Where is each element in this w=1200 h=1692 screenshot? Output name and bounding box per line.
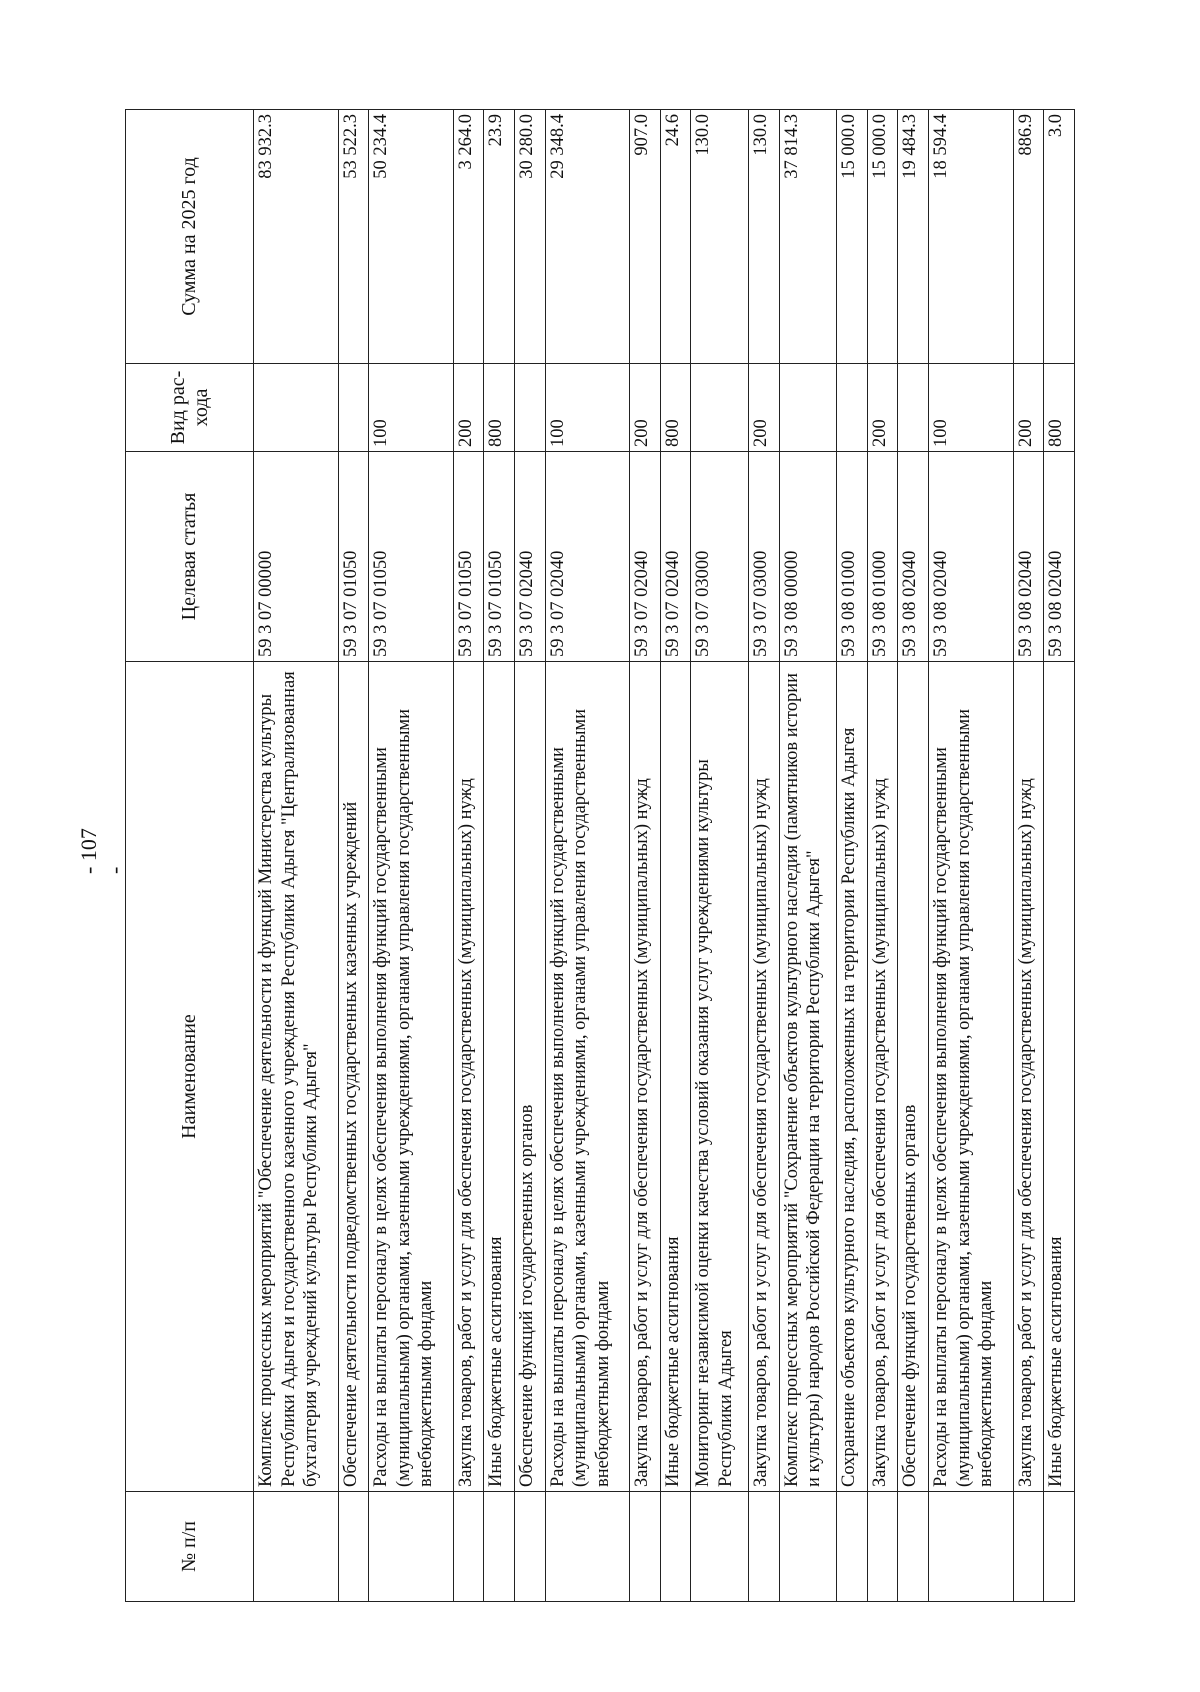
cell-name: Обеспечение функций государственных органов <box>515 662 546 1492</box>
cell-index <box>254 1492 339 1602</box>
cell-kind: 100 <box>929 364 1014 452</box>
cell-name: Расходы на выплаты персоналу в целях обеспечения выполнения функций государственными (муниципальными) органами, казенными учреждениями, органами управления государственными внебюджетными фондами <box>929 662 1014 1492</box>
cell-name: Комплекс процессных мероприятий "Сохранение объектов культурного наследия (памятников истории и культуры) народов Российской Федерации на территории Республики Адыгея" <box>779 662 837 1492</box>
cell-kind <box>837 364 868 452</box>
cell-sum: 3 264.0 <box>453 110 484 364</box>
cell-kind: 100 <box>369 364 454 452</box>
cell-kind <box>691 364 749 452</box>
cell-code: 59 3 07 02040 <box>515 452 546 662</box>
cell-index <box>453 1492 484 1602</box>
cell-index <box>749 1492 780 1602</box>
cell-index <box>1013 1492 1044 1602</box>
cell-code: 59 3 08 02040 <box>1013 452 1044 662</box>
cell-code: 59 3 08 02040 <box>1044 452 1075 662</box>
cell-kind: 800 <box>484 364 515 452</box>
cell-kind <box>254 364 339 452</box>
cell-kind <box>515 364 546 452</box>
cell-sum: 886.9 <box>1013 110 1044 364</box>
cell-kind: 200 <box>749 364 780 452</box>
cell-kind <box>779 364 837 452</box>
cell-sum: 15 000.0 <box>837 110 868 364</box>
cell-kind: 200 <box>1013 364 1044 452</box>
cell-code: 59 3 08 02040 <box>898 452 929 662</box>
cell-index <box>779 1492 837 1602</box>
cell-name: Обеспечение функций государственных органов <box>898 662 929 1492</box>
cell-sum: 130.0 <box>749 110 780 364</box>
cell-kind: 200 <box>630 364 661 452</box>
cell-index <box>515 1492 546 1602</box>
table-row <box>1044 110 1075 1602</box>
table-row <box>749 110 780 1602</box>
cell-sum: 18 594.4 <box>929 110 1014 364</box>
cell-code: 59 3 07 03000 <box>749 452 780 662</box>
table-row <box>779 110 837 1602</box>
cell-code: 59 3 08 00000 <box>779 452 837 662</box>
cell-index <box>545 1492 630 1602</box>
cell-index <box>691 1492 749 1602</box>
table-row <box>545 110 630 1602</box>
cell-kind: 800 <box>660 364 691 452</box>
cell-index <box>338 1492 369 1602</box>
cell-index <box>630 1492 661 1602</box>
cell-sum: 907.0 <box>630 110 661 364</box>
cell-kind: 100 <box>545 364 630 452</box>
cell-code: 59 3 07 02040 <box>630 452 661 662</box>
table-header-row <box>126 110 254 1602</box>
cell-name: Комплекс процессных мероприятий "Обеспечение деятельности и функций Министерства культуры Республики Адыгея и государственного казенного учреждения Республики Адыгея "Централизованная бухгалтерия учреждений культуры Республики Адыгея" <box>254 662 339 1492</box>
cell-code: 59 3 08 01000 <box>837 452 868 662</box>
table-row <box>837 110 868 1602</box>
table-row <box>515 110 546 1602</box>
cell-code: 59 3 07 01050 <box>369 452 454 662</box>
table-row <box>898 110 929 1602</box>
cell-name: Иные бюджетные ассигнования <box>660 662 691 1492</box>
cell-name: Обеспечение деятельности подведомственных государственных казенных учреждений <box>338 662 369 1492</box>
cell-name: Закупка товаров, работ и услуг для обеспечения государственных (муниципальных) нужд <box>630 662 661 1492</box>
cell-sum: 23.9 <box>484 110 515 364</box>
budget-table <box>125 109 1075 1602</box>
cell-name: Закупка товаров, работ и услуг для обеспечения государственных (муниципальных) нужд <box>453 662 484 1492</box>
cell-sum: 53 522.3 <box>338 110 369 364</box>
table-row <box>453 110 484 1602</box>
cell-name: Расходы на выплаты персоналу в целях обеспечения выполнения функций государственными (муниципальными) органами, казенными учреждениями, органами управления государственными внебюджетными фондами <box>545 662 630 1492</box>
cell-kind: 800 <box>1044 364 1075 452</box>
cell-name: Сохранение объектов культурного наследия, расположенных на территории Республики Адыгея <box>837 662 868 1492</box>
cell-name: Иные бюджетные ассигнования <box>484 662 515 1492</box>
table-row <box>484 110 515 1602</box>
cell-kind: 200 <box>867 364 898 452</box>
cell-index <box>867 1492 898 1602</box>
table-row <box>254 110 339 1602</box>
cell-code: 59 3 07 01050 <box>484 452 515 662</box>
header-kind: Вид рас-хода <box>126 364 254 452</box>
header-sum: Сумма на 2025 год <box>126 110 254 364</box>
cell-code: 59 3 07 00000 <box>254 452 339 662</box>
cell-name: Закупка товаров, работ и услуг для обеспечения государственных (муниципальных) нужд <box>867 662 898 1492</box>
table-row <box>691 110 749 1602</box>
cell-code: 59 3 07 01050 <box>453 452 484 662</box>
header-name: Наименование <box>126 662 254 1492</box>
header-code: Целевая статья <box>126 452 254 662</box>
cell-sum: 30 280.0 <box>515 110 546 364</box>
budget-table-frame <box>125 110 1200 1573</box>
table-row <box>338 110 369 1602</box>
table-row <box>660 110 691 1602</box>
cell-name: Иные бюджетные ассигнования <box>1044 662 1075 1492</box>
cell-index <box>369 1492 454 1602</box>
cell-code: 59 3 07 02040 <box>545 452 630 662</box>
table-row <box>630 110 661 1602</box>
cell-index <box>484 1492 515 1602</box>
cell-name: Закупка товаров, работ и услуг для обеспечения государственных (муниципальных) нужд <box>749 662 780 1492</box>
cell-kind <box>338 364 369 452</box>
table-row <box>929 110 1014 1602</box>
page-number: - 107 - <box>76 828 127 874</box>
cell-code: 59 3 08 01000 <box>867 452 898 662</box>
cell-sum: 19 484.3 <box>898 110 929 364</box>
cell-code: 59 3 07 03000 <box>691 452 749 662</box>
cell-index <box>837 1492 868 1602</box>
header-index: № п/п <box>126 1492 254 1602</box>
cell-index <box>898 1492 929 1602</box>
cell-sum: 3.0 <box>1044 110 1075 364</box>
cell-sum: 50 234.4 <box>369 110 454 364</box>
cell-code: 59 3 07 01050 <box>338 452 369 662</box>
cell-sum: 130.0 <box>691 110 749 364</box>
cell-kind: 200 <box>453 364 484 452</box>
cell-index <box>929 1492 1014 1602</box>
cell-name: Расходы на выплаты персоналу в целях обеспечения выполнения функций государственными (муниципальными) органами, казенными учреждениями, органами управления государственными внебюджетными фондами <box>369 662 454 1492</box>
cell-kind <box>898 364 929 452</box>
cell-sum: 24.6 <box>660 110 691 364</box>
cell-sum: 37 814.3 <box>779 110 837 364</box>
cell-sum: 29 348.4 <box>545 110 630 364</box>
cell-code: 59 3 07 02040 <box>660 452 691 662</box>
cell-sum: 15 000.0 <box>867 110 898 364</box>
table-row <box>867 110 898 1602</box>
cell-index <box>1044 1492 1075 1602</box>
table-row <box>369 110 454 1602</box>
cell-sum: 83 932.3 <box>254 110 339 364</box>
cell-name: Закупка товаров, работ и услуг для обеспечения государственных (муниципальных) нужд <box>1013 662 1044 1492</box>
cell-code: 59 3 08 02040 <box>929 452 1014 662</box>
cell-index <box>660 1492 691 1602</box>
table-row <box>1013 110 1044 1602</box>
table-body <box>254 110 1075 1602</box>
cell-name: Мониторинг независимой оценки качества условий оказания услуг учреждениями культуры Республики Адыгея <box>691 662 749 1492</box>
